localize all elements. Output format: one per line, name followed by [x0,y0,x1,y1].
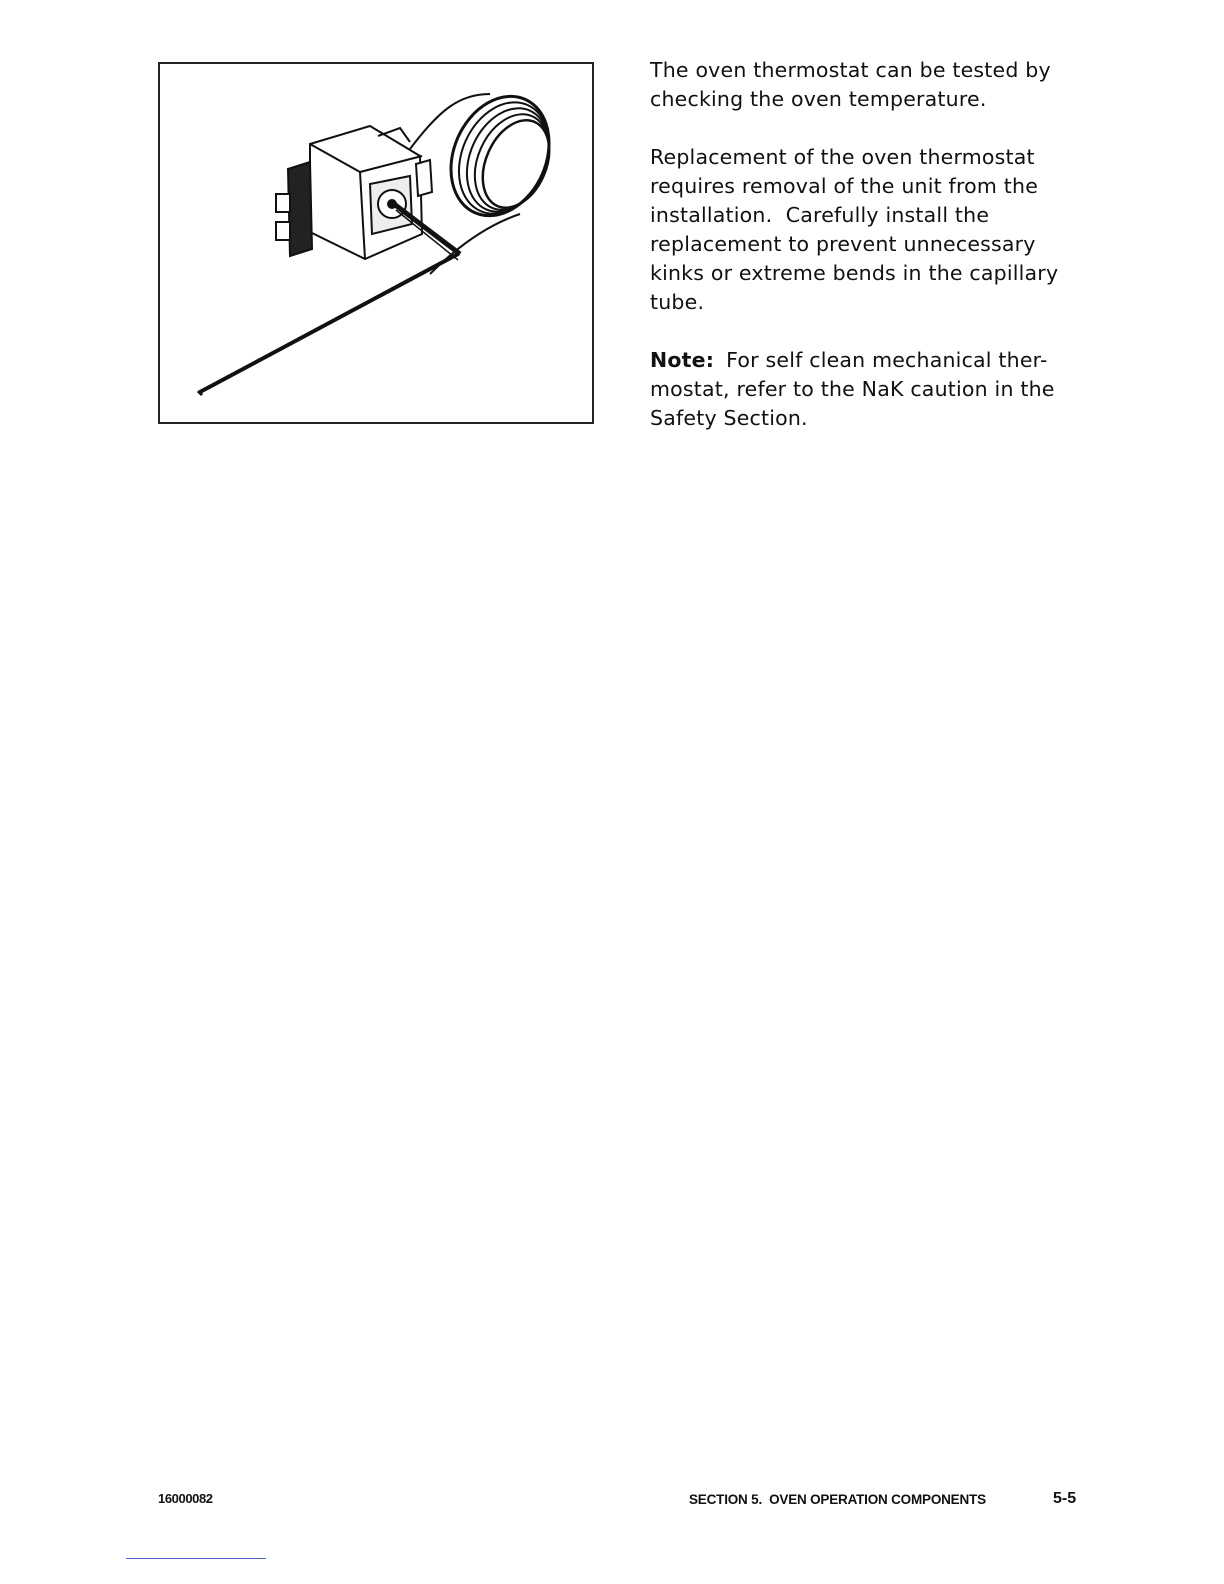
thermostat-figure [158,62,594,424]
paragraph-testing [650,56,1090,114]
text-line: requires removal of the unit from the [650,174,1039,198]
capillary-tube [200,254,458,392]
text-line: For self clean mechanical ther- [726,348,1048,372]
text-line: replacement to prevent unnecessary [650,232,1036,256]
text-line: tube. [650,290,705,314]
paragraph-replacement [650,143,1090,317]
scan-rule [126,1558,266,1559]
page-number: 5-5 [1053,1490,1077,1507]
note-first-line [650,346,1090,375]
document-code: 16000082 [158,1491,213,1506]
capillary-coil [410,81,567,274]
instruction-text [650,56,1090,462]
paragraph-note [650,346,1090,433]
text-line: kinks or extreme bends in the capillary [650,261,1059,285]
oven-thermostat-illustration [160,64,592,422]
text-line: checking the oven temperature. [650,87,987,111]
note-label: Note: [650,348,715,372]
page-footer [0,1491,1224,1511]
text-line: The oven thermostat can be tested by [650,58,1051,82]
text-line: Replacement of the oven thermostat [650,145,1035,169]
text-line: mostat, refer to the NaK caution in the [650,377,1055,401]
text-line: installation. Carefully install the [650,203,990,227]
section-title: SECTION 5. OVEN OPERATION COMPONENTS [689,1492,986,1507]
thermostat-body [276,126,432,259]
text-line: Safety Section. [650,406,808,430]
